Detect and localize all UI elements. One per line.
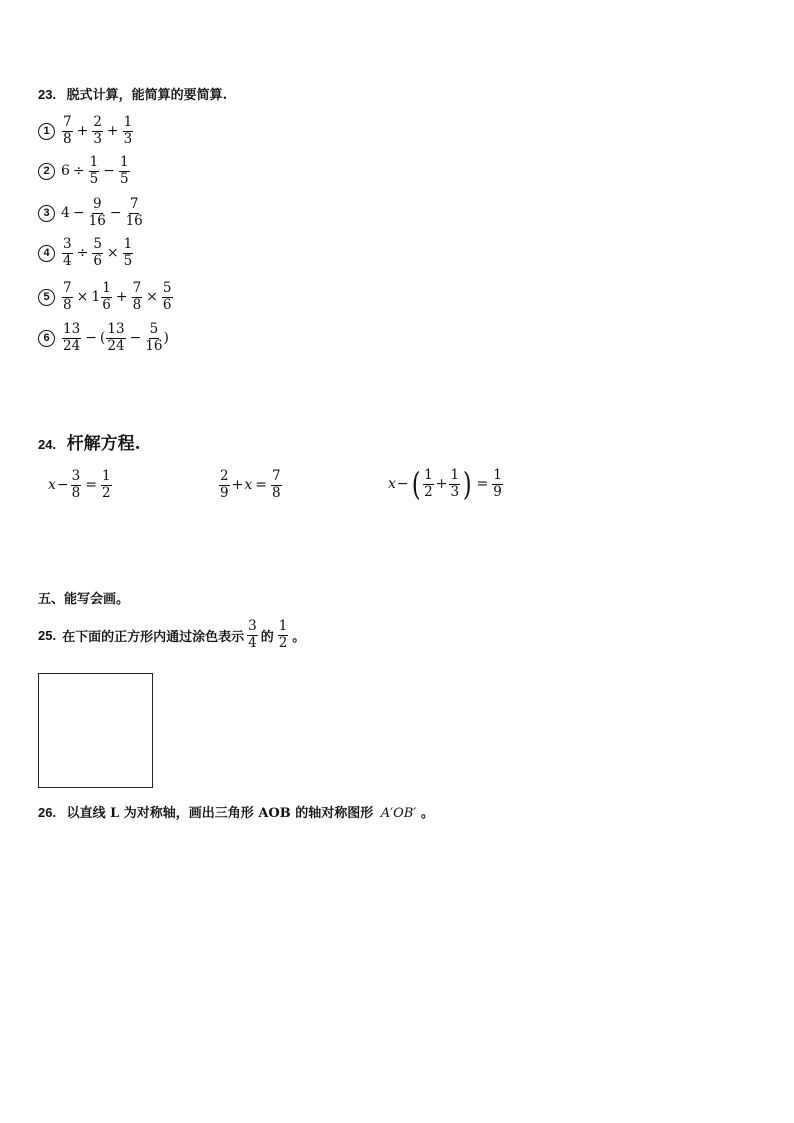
item-marker: 1 xyxy=(38,123,55,140)
equation-3 xyxy=(388,465,504,503)
q23-item xyxy=(38,238,134,268)
operator: + xyxy=(115,289,128,305)
operator: + xyxy=(106,123,119,139)
item-marker: 5 xyxy=(38,289,55,306)
fraction: $\frac{1}{5}$ xyxy=(123,236,133,269)
fraction: $\frac{9}{16}$ xyxy=(88,196,106,229)
q26-number: 26. xyxy=(38,805,57,820)
fraction: $\frac{1}{3}$ xyxy=(123,114,133,147)
left-paren: ( xyxy=(411,465,421,503)
fraction: $\frac{2}{9}$ xyxy=(220,468,229,501)
q25-heading xyxy=(38,620,305,650)
section-5-title: 五、能写会画。 xyxy=(38,592,130,607)
operator: − xyxy=(129,330,142,346)
operator: + xyxy=(231,477,244,493)
q26-text-after: 。 xyxy=(420,806,434,821)
fraction: $\frac{13}{24}$ xyxy=(107,321,125,354)
item-marker: 2 xyxy=(38,163,55,180)
operator: ÷ xyxy=(72,163,85,179)
fraction: $\frac{7}{8}$ xyxy=(63,280,72,313)
number: 4 xyxy=(61,205,70,221)
fraction: $\frac{3}{4}$ xyxy=(63,236,72,269)
q23-item xyxy=(38,198,144,228)
item-marker: 3 xyxy=(38,205,55,222)
fraction: $\frac{5}{6}$ xyxy=(162,280,172,313)
fraction: $\frac{1}{9}$ xyxy=(493,467,502,500)
operator: + xyxy=(76,123,89,139)
fraction: $\frac{5}{6}$ xyxy=(93,236,102,269)
fraction: $\frac{1}{2}$ xyxy=(101,468,111,501)
operator: × xyxy=(76,289,89,305)
fraction: $\frac{1}{5}$ xyxy=(89,154,99,187)
equation-1 xyxy=(48,470,113,500)
fraction: $\frac{1}{2}$ xyxy=(424,467,433,500)
right-paren: ) xyxy=(462,465,472,503)
number: 6 xyxy=(61,163,70,179)
operator: − xyxy=(103,163,115,179)
equation-2 xyxy=(218,470,283,500)
var-x: x xyxy=(48,477,56,493)
q23-heading xyxy=(38,84,227,103)
fraction: $\frac{7}{8}$ xyxy=(132,280,142,313)
operator: × xyxy=(106,245,119,261)
item-marker: 6 xyxy=(38,330,55,347)
number: ) xyxy=(163,330,169,346)
number: ( xyxy=(99,330,106,346)
fraction-3-4: $\frac{3}{4}$ xyxy=(248,618,257,651)
operator: − xyxy=(85,330,97,346)
fraction: $\frac{2}{3}$ xyxy=(93,114,102,147)
operator: − xyxy=(56,477,69,493)
operator: × xyxy=(146,289,158,305)
operator: + xyxy=(435,476,448,492)
fraction: $\frac{7}{8}$ xyxy=(63,114,72,147)
q23-number: 23. xyxy=(38,87,57,102)
q23-item xyxy=(38,282,174,312)
fraction: $\frac{7}{8}$ xyxy=(271,468,281,501)
fraction: $\frac{13}{24}$ xyxy=(63,321,81,354)
number: 1 xyxy=(91,289,101,305)
fraction-1-2: $\frac{1}{2}$ xyxy=(278,618,288,651)
equals: = xyxy=(85,477,97,493)
var-x: x xyxy=(244,477,253,493)
operator: − xyxy=(109,205,122,221)
q25-text-before: 在下面的正方形内通过涂色表示 xyxy=(62,629,245,645)
q24-number: 24. xyxy=(38,437,57,452)
q24-heading xyxy=(38,429,141,454)
q26-text: 以直线 L 为对称轴，画出三角形 AOB 的轴对称图形 xyxy=(66,806,374,821)
fraction: $\frac{7}{16}$ xyxy=(125,196,143,229)
q25-text-after: 。 xyxy=(292,629,306,645)
fraction: $\frac{5}{16}$ xyxy=(145,321,163,354)
q23-title: 脱式计算，能简算的要简算. xyxy=(66,88,228,103)
equals: = xyxy=(255,477,267,493)
q25-number: 25. xyxy=(38,627,57,643)
q25-text-mid: 的 xyxy=(260,629,274,645)
figure-name: A′OB′ xyxy=(380,806,417,821)
q24-title: 杆解方程. xyxy=(66,434,141,454)
q23-item xyxy=(38,156,131,186)
operator: − xyxy=(396,476,409,492)
drawing-square[interactable] xyxy=(38,673,153,788)
var-x: x xyxy=(388,476,396,492)
q23-item xyxy=(38,116,134,146)
fraction: $\frac{1}{6}$ xyxy=(102,280,111,313)
fraction: $\frac{1}{3}$ xyxy=(450,467,460,500)
operator: ÷ xyxy=(76,245,89,261)
q23-item xyxy=(38,323,169,353)
q26-heading xyxy=(38,802,434,821)
fraction: $\frac{1}{5}$ xyxy=(119,154,129,187)
item-marker: 4 xyxy=(38,245,55,262)
equals: = xyxy=(476,476,489,492)
fraction: $\frac{3}{8}$ xyxy=(71,468,81,501)
operator: − xyxy=(72,205,85,221)
